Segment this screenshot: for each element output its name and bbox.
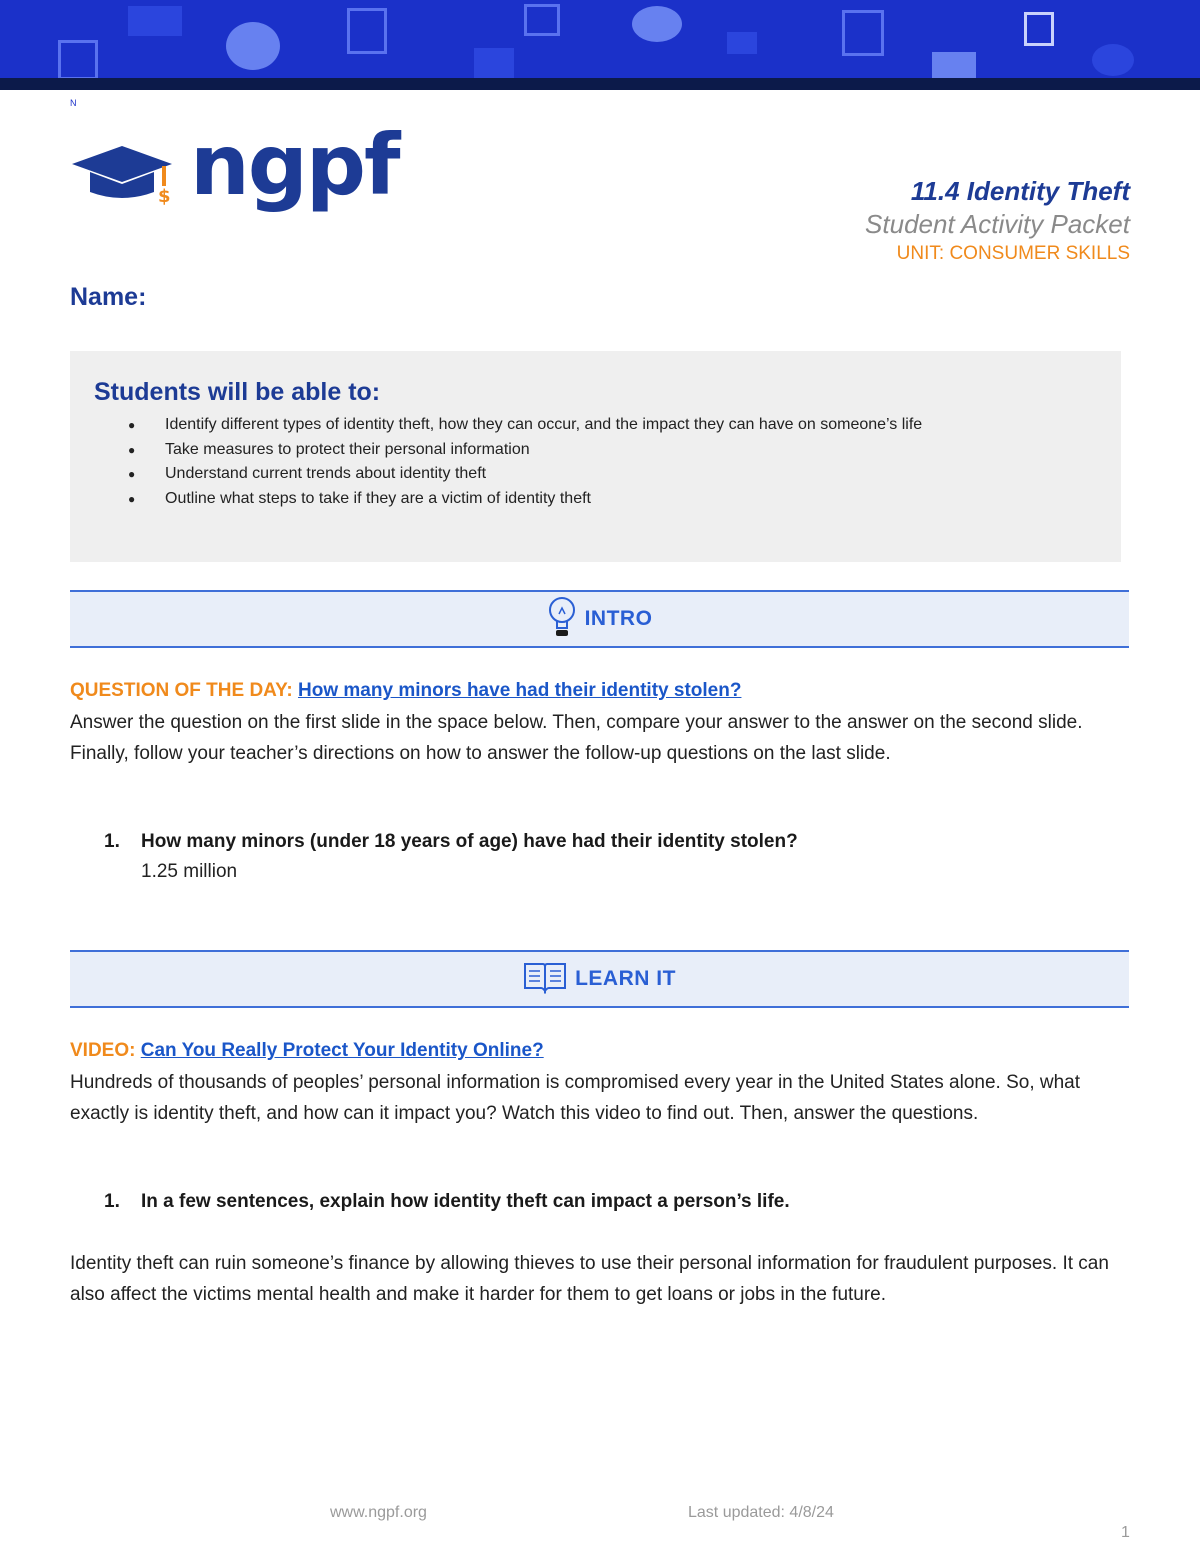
learn-question [104,1191,790,1213]
question-text: In a few sentences, explain how identity theft can impact a person’s life. [141,1191,790,1212]
packet-label: Student Activity Packet [865,209,1130,239]
folder-icon [727,32,757,54]
title-block [865,174,1130,268]
video-link[interactable]: Can You Really Protect Your Identity Online? [140,1040,544,1061]
graduation-cap-icon [72,142,182,214]
qod-link[interactable]: How many minors have had their identity stolen? [298,680,742,701]
lightbulb-icon [547,595,577,644]
video-line [70,1040,544,1062]
piggy-bank-icon [226,22,280,70]
learn-section-bar [70,950,1129,1008]
calculator-icon [1024,12,1054,46]
objectives-heading: Students will be able to: [94,378,381,406]
svg-text:$: $ [158,186,171,207]
header-banner [0,0,1200,90]
learn-answer[interactable]: Identity theft can ruin someone’s finance by allowing thieves to use their personal information for fraudulent purposes. It can also affect the victims mental health and make it harder for them to get loans or jobs in the future. [70,1253,1109,1305]
calculator-icon [524,4,560,36]
footer-updated: Last updated: 4/8/24 [688,1504,834,1521]
objective-item: ● Outline what steps to take if they are a victim of identity theft [128,487,1098,512]
intro-instructions: Answer the question on the first slide in the space below. Then, compare your answer to the answer on the second slide. Finally, follow your teacher’s directions on how to answer the follow-up questions on the last slide. [70,712,1083,764]
objective-item: ● Understand current trends about identity theft [128,462,1098,487]
folder-icon [474,48,514,78]
learn-label: LEARN IT [575,967,676,990]
objective-item: ● Take measures to protect their personal information [128,438,1098,463]
lesson-title: 11.4 Identity Theft [910,176,1130,206]
open-book-icon [523,960,567,999]
logo-wordmark [190,116,399,214]
name-label: Name: [70,283,147,311]
intro-question [104,831,798,853]
document-icon [58,40,98,80]
intro-section-bar [70,590,1129,648]
calculator-icon [842,10,884,56]
piggy-bank-icon [632,6,682,42]
intro-label: INTRO [584,607,653,630]
video-prefix: VIDEO: [70,1040,136,1061]
receipt-icon [347,8,387,54]
question-number: 1. [104,831,120,852]
folder-icon [932,52,976,78]
footer-url[interactable]: www.ngpf.org [330,1504,427,1521]
question-of-the-day [70,680,741,702]
learn-instructions: Hundreds of thousands of peoples’ personal information is compromised every year in the United States alone. So, what exactly is identity theft, and how can it impact you? Watch this video to find out. Then, answer the questions. [70,1072,1081,1124]
unit-label: UNIT: CONSUMER SKILLS [896,243,1130,264]
ngpf-logo [72,116,399,218]
corner-mark: N [70,98,77,108]
logo-text: ngpf [190,116,399,214]
question-text: How many minors (under 18 years of age) have had their identity stolen? [141,831,798,852]
question-number: 1. [104,1191,120,1212]
objectives-list [128,413,1098,511]
objectives-box [70,351,1121,562]
wallet-icon [128,6,182,36]
page-number: 1 [1121,1524,1130,1541]
objective-item: ● Identify different types of identity theft, how they can occur, and the impact they can have on someone’s life [128,413,1098,438]
intro-answer[interactable]: 1.25 million [141,861,238,882]
piggy-bank-icon [1092,44,1134,76]
banner-rule [0,78,1200,90]
qod-prefix: QUESTION OF THE DAY: [70,680,293,701]
